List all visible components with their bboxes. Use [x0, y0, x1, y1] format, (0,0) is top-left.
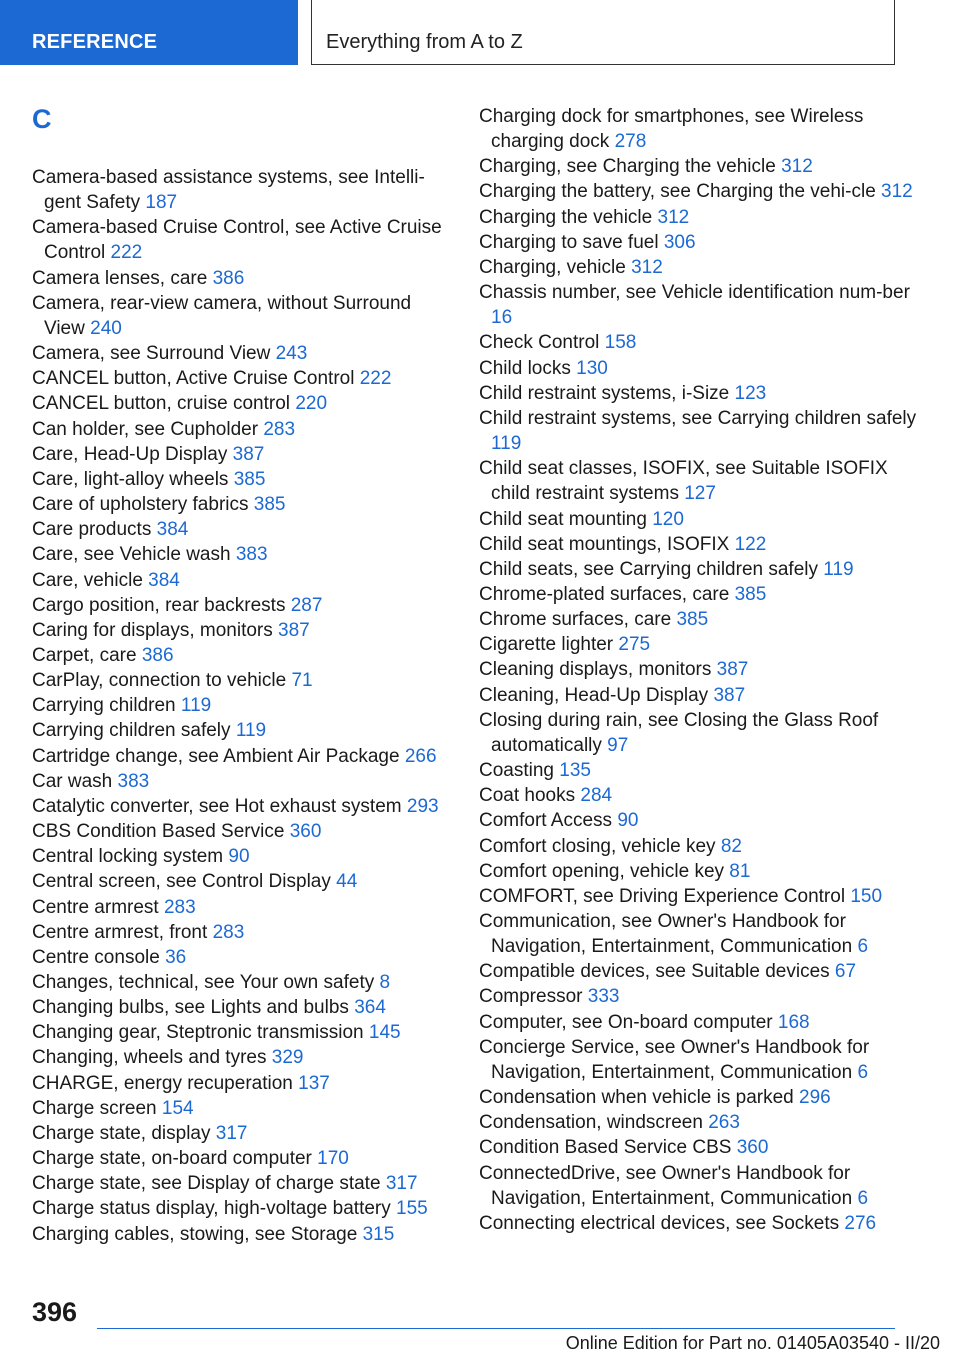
index-entry-term: Charge screen	[32, 1097, 157, 1119]
index-entry-term: Car wash	[32, 770, 113, 792]
page-reference-link[interactable]: 387	[278, 619, 310, 641]
index-entry-term: Care, Head-Up Display	[32, 443, 228, 465]
page-reference-link[interactable]: 385	[233, 468, 266, 490]
page-number: 396	[32, 1297, 78, 1327]
page-reference-link[interactable]: 283	[212, 921, 245, 943]
index-entry-term: Charging to save fuel	[479, 231, 659, 253]
index-entry-term: Charging cables, stowing, see Storage	[32, 1223, 358, 1245]
index-entry	[479, 356, 929, 381]
index-entry	[479, 758, 929, 783]
index-entry-term: Chrome surfaces, care	[479, 609, 672, 631]
index-entry-term: Cleaning, Head-Up Display	[479, 684, 709, 706]
page-reference-link[interactable]: 222	[110, 242, 143, 264]
page-reference-link[interactable]: 243	[275, 343, 308, 365]
page-reference-link[interactable]: 386	[212, 267, 245, 289]
index-entry-term: CANCEL button, Active Cruise Control	[32, 368, 355, 390]
index-entry-term: Can holder, see Cupholder	[32, 418, 259, 440]
index-entry-term: Centre armrest, front	[32, 921, 208, 943]
index-entry	[479, 632, 929, 657]
index-entry	[32, 643, 452, 668]
index-entry	[479, 909, 929, 959]
page-reference-link[interactable]: 312	[881, 181, 913, 203]
index-entry	[32, 718, 452, 743]
page-reference-link[interactable]: 278	[614, 131, 647, 153]
index-entry-term: Coasting	[479, 760, 554, 782]
index-entry-term: COMFORT, see Driving Experience Control	[479, 885, 846, 907]
index-entry	[32, 1020, 452, 1045]
page-reference-link[interactable]: 155	[396, 1198, 428, 1220]
page-reference-link[interactable]: 387	[713, 684, 746, 706]
index-entry-term: Concierge Service, see Owner's Handbook for Navigation, Entertainment, Communication	[479, 1036, 870, 1083]
index-entry	[479, 1085, 929, 1110]
page-reference-link[interactable]: 222	[359, 368, 392, 390]
page-reference-link[interactable]: 71	[291, 670, 313, 692]
index-entry	[32, 215, 452, 265]
index-entry-term: Condensation when vehicle is parked	[479, 1087, 794, 1109]
index-entry	[479, 984, 929, 1009]
section-tab: REFERENCE	[0, 0, 298, 65]
index-entry	[32, 1096, 452, 1121]
index-entry	[479, 330, 929, 355]
index-entry-term: Child restraint systems, i-Size	[479, 382, 730, 404]
page-reference-link[interactable]: 315	[362, 1223, 395, 1245]
index-entry-term: Comfort closing, vehicle key	[479, 835, 716, 857]
index-entry-term: Charge status display, high-voltage battery	[32, 1198, 391, 1220]
page-reference-link[interactable]: 312	[657, 206, 690, 228]
index-entry	[32, 970, 452, 995]
index-entry	[32, 1171, 452, 1196]
index-entry	[479, 104, 929, 154]
index-entry-term: Charging dock for smartphones, see Wireless charging dock	[479, 106, 864, 153]
index-entry-term: CANCEL button, cruise control	[32, 393, 291, 415]
index-entry	[32, 693, 452, 718]
index-entry	[479, 280, 929, 330]
index-entry-term: Charge state, on-board computer	[32, 1148, 312, 1170]
page-reference-link[interactable]: 276	[844, 1212, 877, 1234]
page-reference-link[interactable]: 386	[141, 644, 174, 666]
index-entry	[32, 744, 452, 769]
index-entry-term: Child seats, see Carrying children safely	[479, 558, 818, 580]
index-entry	[479, 582, 929, 607]
page-reference-link[interactable]: 123	[734, 382, 767, 404]
index-entry	[479, 230, 929, 255]
page-reference-link[interactable]: 130	[576, 357, 608, 379]
index-entry	[32, 1146, 452, 1171]
index-entry-term: Central screen, see Control Display	[32, 871, 331, 893]
index-entry-term: Child seat mountings, ISOFIX	[479, 533, 730, 555]
index-entry-term: Compatible devices, see Suitable devices	[479, 961, 830, 983]
index-entry-term: Care, vehicle	[32, 569, 143, 591]
index-entry-term: Carpet, care	[32, 644, 137, 666]
index-entry	[32, 1071, 452, 1096]
index-entry	[32, 1196, 452, 1221]
index-entry	[479, 959, 929, 984]
index-entry-term: Centre console	[32, 946, 160, 968]
page-reference-link[interactable]: 384	[156, 519, 189, 541]
page-reference-link[interactable]: 283	[163, 896, 196, 918]
page-reference-link[interactable]: 287	[290, 594, 323, 616]
footer-divider	[97, 1328, 895, 1329]
index-entry	[479, 532, 929, 557]
page-reference-link[interactable]: 67	[834, 961, 857, 983]
index-entry	[32, 945, 452, 970]
index-entry	[32, 442, 452, 467]
page-reference-link[interactable]: 385	[676, 609, 709, 631]
index-entry	[32, 568, 452, 593]
page-reference-link[interactable]: 119	[180, 695, 212, 717]
index-entry	[32, 794, 452, 819]
page-reference-link[interactable]: 6	[857, 1061, 869, 1083]
page-reference-link[interactable]: 187	[145, 192, 178, 214]
chapter-title: Everything from A to Z	[311, 0, 895, 65]
index-entry-term: Camera-based assistance systems, see Intelli-gent Safety	[32, 167, 425, 214]
index-entry-term: Charging, see Charging the vehicle	[479, 156, 776, 178]
page-reference-link[interactable]: 82	[720, 835, 742, 857]
index-entry-term: Compressor	[479, 986, 583, 1008]
index-entry	[479, 607, 929, 632]
index-entry-term: Charging, vehicle	[479, 256, 626, 278]
page-reference-link[interactable]: 81	[729, 860, 751, 882]
page-reference-link[interactable]: 119	[823, 558, 854, 580]
page-reference-link[interactable]: 150	[850, 885, 883, 907]
index-entry-term: Camera lenses, care	[32, 267, 208, 289]
index-entry-term: Comfort Access	[479, 810, 613, 832]
page-reference-link[interactable]: 333	[587, 986, 620, 1008]
page-reference-link[interactable]: 158	[604, 332, 637, 354]
index-entry-term: Cartridge change, see Ambient Air Package	[32, 745, 400, 767]
page-reference-link[interactable]: 170	[317, 1148, 349, 1170]
index-entry	[32, 1045, 452, 1070]
index-entry	[32, 291, 452, 341]
index-entry-term: Charge state, see Display of charge state	[32, 1173, 381, 1195]
index-entry-term: Child seat classes, ISOFIX, see Suitable ISOFIX child restraint systems	[479, 458, 888, 505]
index-entry-term: Chassis number, see Vehicle identification num-ber	[479, 282, 910, 304]
page-reference-link[interactable]: 364	[354, 997, 386, 1019]
footer-edition-note: Online Edition for Part no. 01405A03540 - II/20	[565, 1333, 940, 1353]
index-entry	[479, 406, 929, 456]
index-entry-term: Changing gear, Steptronic transmission	[32, 1022, 364, 1044]
index-entry-term: Communication, see Owner's Handbook for Navigation, Entertainment, Communication	[479, 911, 853, 958]
index-entry-term: Camera-based Cruise Control, see Active Cruise Control	[32, 217, 442, 264]
index-entry-term: Connecting electrical devices, see Sockets	[479, 1212, 840, 1234]
page-reference-link[interactable]: 220	[295, 393, 328, 415]
page-reference-link[interactable]: 90	[617, 810, 639, 832]
page-reference-link[interactable]: 284	[580, 785, 613, 807]
index-entry-term: Carrying children	[32, 695, 176, 717]
index-entry	[32, 417, 452, 442]
index-entry-term: Chrome-plated surfaces, care	[479, 583, 730, 605]
index-entry	[479, 1010, 929, 1035]
index-entry-term: Charge state, display	[32, 1122, 211, 1144]
index-entry	[479, 456, 929, 506]
page-reference-link[interactable]: 306	[663, 231, 696, 253]
index-entry	[32, 492, 452, 517]
index-entry	[479, 859, 929, 884]
index-entry	[32, 769, 452, 794]
index-entry-term: Care, light-alloy wheels	[32, 468, 229, 490]
index-entry	[479, 1110, 929, 1135]
index-entry-term: Central locking system	[32, 846, 224, 868]
index-entry	[32, 668, 452, 693]
index-entry	[479, 381, 929, 406]
index-entry-term: Charging the vehicle	[479, 206, 653, 228]
page-reference-link[interactable]: 145	[368, 1022, 401, 1044]
page-reference-link[interactable]: 317	[215, 1122, 248, 1144]
index-entry	[479, 1035, 929, 1085]
index-entry-term: Caring for displays, monitors	[32, 619, 273, 641]
index-column-left	[32, 104, 452, 1247]
page-reference-link[interactable]: 263	[708, 1112, 740, 1134]
page-reference-link[interactable]: 275	[618, 634, 651, 656]
index-entry-term: Child seat mounting	[479, 508, 647, 530]
page-reference-link[interactable]: 387	[716, 659, 749, 681]
index-entry-term: Cargo position, rear backrests	[32, 594, 286, 616]
page-reference-link[interactable]: 16	[491, 307, 513, 329]
page-reference-link[interactable]: 137	[298, 1072, 330, 1094]
page-reference-link[interactable]: 312	[781, 156, 813, 178]
index-entry	[479, 507, 929, 532]
index-entry	[479, 179, 929, 204]
index-entry-term: Condition Based Service CBS	[479, 1137, 732, 1159]
index-entry-term: Coat hooks	[479, 785, 576, 807]
page-reference-link[interactable]: 383	[117, 770, 150, 792]
index-entry-term: Changing, wheels and tyres	[32, 1047, 267, 1069]
index-entry	[479, 783, 929, 808]
index-entry-term: Condensation, windscreen	[479, 1112, 703, 1134]
page-reference-link[interactable]: 97	[607, 734, 629, 756]
index-entry-term: Computer, see On-board computer	[479, 1011, 773, 1033]
index-entry	[32, 165, 452, 215]
index-letter-heading: C	[32, 104, 52, 134]
index-entry-term: Care of upholstery fabrics	[32, 494, 249, 516]
page-reference-link[interactable]: 135	[559, 760, 591, 782]
index-entry-term: Carrying children safely	[32, 720, 231, 742]
page-reference-link[interactable]: 8	[379, 972, 391, 993]
index-entry	[479, 708, 929, 758]
index-entry	[479, 255, 929, 280]
index-entry-term: Changes, technical, see Your own safety	[32, 972, 375, 993]
index-entry	[32, 391, 452, 416]
page-reference-link[interactable]: 90	[228, 846, 250, 868]
index-entry-term: ConnectedDrive, see Owner's Handbook for Navigation, Entertainment, Communication	[479, 1162, 853, 1209]
index-entry-term: Changing bulbs, see Lights and bulbs	[32, 997, 349, 1019]
index-entry-term: Cigarette lighter	[479, 634, 614, 656]
page-reference-link[interactable]: 168	[777, 1011, 810, 1033]
page-reference-link[interactable]: 317	[385, 1173, 418, 1195]
page-reference-link[interactable]: 384	[148, 569, 180, 591]
index-entry-term: CHARGE, energy recuperation	[32, 1072, 293, 1094]
index-entry	[479, 1211, 929, 1236]
index-entry-term: Camera, see Surround View	[32, 343, 271, 365]
index-entry	[32, 366, 452, 391]
index-entry	[32, 542, 452, 567]
index-entry	[32, 920, 452, 945]
page-reference-link[interactable]: 36	[165, 946, 187, 968]
index-entry	[479, 154, 929, 179]
page-reference-link[interactable]: 119	[235, 720, 267, 742]
index-entry	[479, 205, 929, 230]
index-entry	[32, 869, 452, 894]
index-entry-term: Closing during rain, see Closing the Glass Roof automatically	[479, 709, 879, 756]
page-reference-link[interactable]: 329	[271, 1047, 304, 1069]
page-reference-link[interactable]: 6	[857, 1187, 869, 1209]
index-entry	[32, 517, 452, 542]
page-reference-link[interactable]: 44	[336, 871, 358, 893]
page-reference-link[interactable]: 360	[736, 1137, 769, 1159]
index-entry	[32, 1121, 452, 1146]
index-entry	[479, 808, 929, 833]
page-reference-link[interactable]: 266	[404, 745, 437, 767]
index-entry	[479, 1135, 929, 1160]
index-entry-term: Check Control	[479, 332, 600, 354]
page-reference-link[interactable]: 120	[652, 508, 684, 530]
page-header	[0, 0, 960, 66]
index-entry-term: Care, see Vehicle wash	[32, 544, 231, 566]
index-entry-term: Camera, rear-view camera, without Surround View	[32, 292, 412, 339]
page-reference-link[interactable]: 385	[734, 583, 767, 605]
index-entry	[32, 593, 452, 618]
index-entry-term: Centre armrest	[32, 896, 159, 918]
page-reference-link[interactable]: 312	[631, 256, 663, 278]
index-entry-term: Care products	[32, 519, 152, 541]
index-entry	[32, 467, 452, 492]
page-reference-link[interactable]: 240	[90, 317, 122, 339]
page-reference-link[interactable]: 6	[857, 936, 869, 958]
index-entry	[32, 995, 452, 1020]
page-reference-link[interactable]: 154	[161, 1097, 194, 1119]
page-reference-link[interactable]: 119	[491, 433, 522, 455]
page-reference-link[interactable]: 283	[263, 418, 296, 440]
index-entry-term: Comfort opening, vehicle key	[479, 860, 725, 882]
index-entry-term: Charging the battery, see Charging the vehi-cle	[479, 181, 876, 203]
index-entry	[479, 834, 929, 859]
page-reference-link[interactable]: 387	[232, 443, 265, 465]
index-entry	[32, 341, 452, 366]
index-entry	[479, 884, 929, 909]
index-entry	[479, 557, 929, 582]
page-reference-link[interactable]: 122	[734, 533, 767, 555]
index-entry	[479, 683, 929, 708]
page-reference-link[interactable]: 385	[253, 494, 286, 516]
index-entry	[32, 895, 452, 920]
index-entry	[32, 266, 452, 291]
index-entry	[479, 1161, 929, 1211]
index-entry-term: CBS Condition Based Service	[32, 821, 285, 843]
index-entry-term: CarPlay, connection to vehicle	[32, 670, 287, 692]
page-reference-link[interactable]: 360	[289, 821, 322, 843]
index-entry-list	[32, 165, 452, 1247]
index-column-right	[479, 104, 929, 1236]
page-reference-link[interactable]: 383	[235, 544, 268, 566]
index-entry-term: Catalytic converter, see Hot exhaust system	[32, 795, 402, 817]
page-reference-link[interactable]: 293	[406, 795, 439, 817]
index-entry-term: Cleaning displays, monitors	[479, 659, 712, 681]
index-entry-term: Child locks	[479, 357, 571, 379]
page-reference-link[interactable]: 296	[799, 1087, 831, 1109]
index-entry-list	[479, 104, 929, 1236]
index-entry	[32, 844, 452, 869]
index-entry-term: Child restraint systems, see Carrying children safely	[479, 407, 917, 429]
index-entry	[479, 657, 929, 682]
index-entry	[32, 618, 452, 643]
index-entry	[32, 819, 452, 844]
page-reference-link[interactable]: 127	[684, 483, 716, 505]
index-entry	[32, 1222, 452, 1247]
